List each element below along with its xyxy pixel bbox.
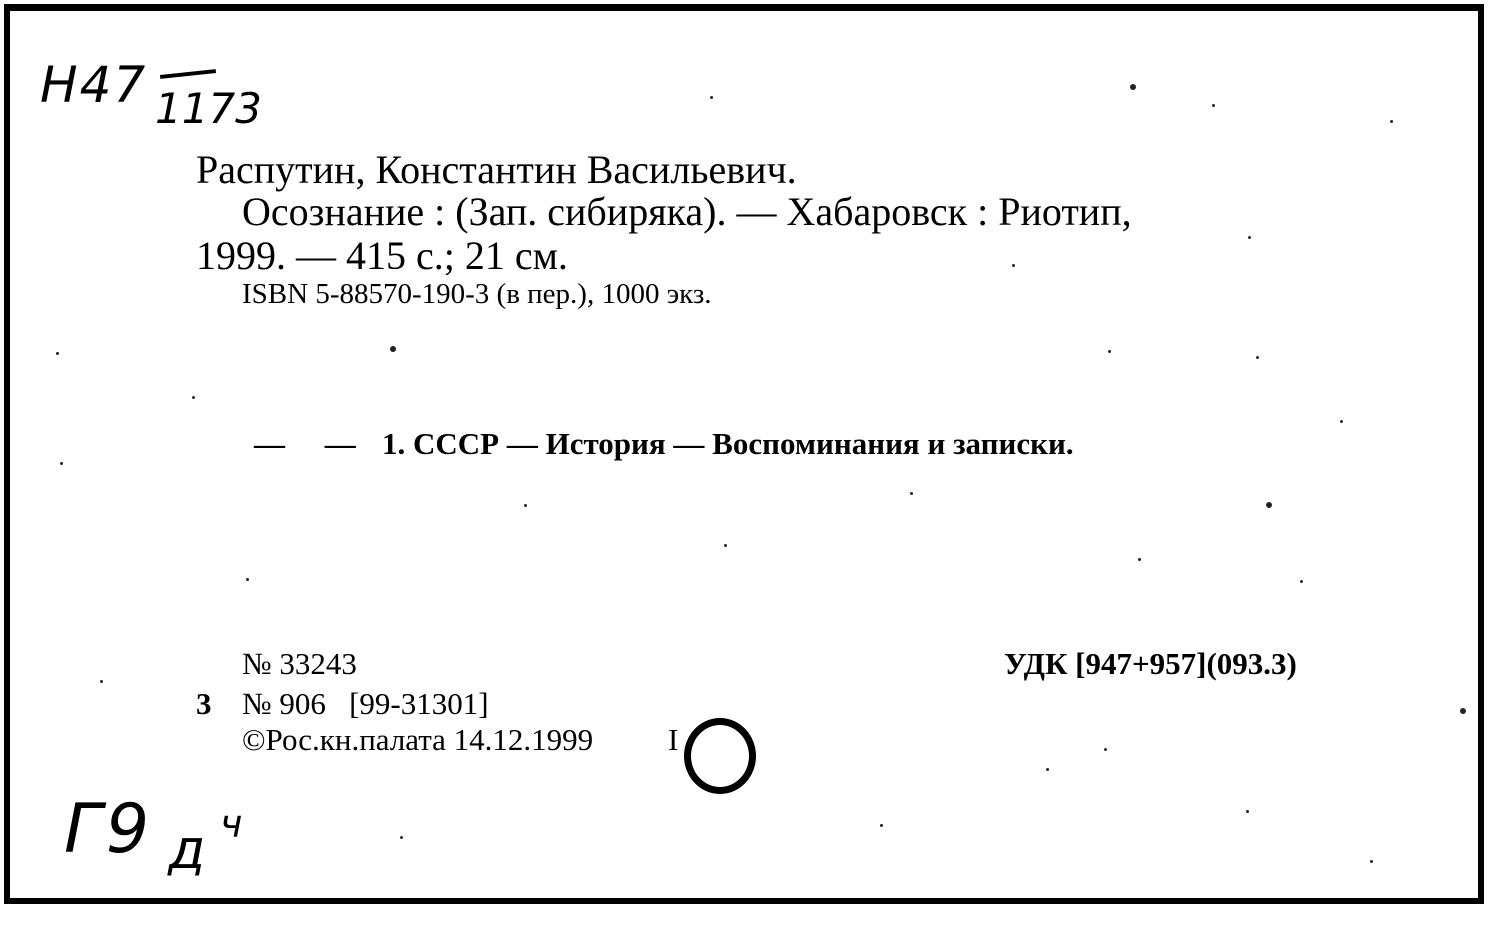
scan-speck <box>1046 768 1049 771</box>
scan-speck <box>724 544 727 547</box>
scan-speck <box>1104 748 1107 751</box>
scan-speck <box>60 462 63 465</box>
title-line: Осознание : (Зап. сибиряка). — Хабаровск : Риотип, <box>242 189 1132 234</box>
scan-speck <box>1212 104 1215 107</box>
scan-speck <box>1340 420 1343 423</box>
subject-dashes: — — <box>254 426 372 461</box>
scan-speck <box>400 836 403 839</box>
isbn-line: ISBN 5-88570-190-3 (в пер.), 1000 экз. <box>242 278 712 310</box>
copyright-line: ©Рос.кн.палата 14.12.1999 <box>242 722 594 757</box>
scan-speck <box>1138 558 1141 561</box>
scan-speck <box>1300 580 1303 583</box>
udk-code: УДК [947+957](093.3) <box>1004 646 1297 681</box>
scan-speck <box>1012 264 1015 267</box>
handwritten-bottom-code: Г9 <box>64 790 154 869</box>
scan-speck <box>710 96 713 99</box>
scan-speck <box>1130 84 1136 90</box>
hand-drawn-circle <box>684 718 756 794</box>
scan-speck <box>1266 502 1272 508</box>
scan-speck <box>56 352 59 355</box>
handwritten-fraction-number: 1173 <box>155 84 262 133</box>
copyright-tail-mark: I <box>668 722 679 757</box>
scan-speck <box>192 396 195 399</box>
scan-speck <box>246 578 249 581</box>
record-number: № 33243 <box>242 646 357 681</box>
scan-speck <box>100 680 103 683</box>
scan-speck <box>1390 120 1393 123</box>
handwritten-shelf-code: Н47 <box>40 56 148 114</box>
scan-speck <box>1370 860 1373 863</box>
scan-speck <box>1108 350 1111 353</box>
subject-headings: 1. СССР — История — Воспоминания и записки. <box>382 426 1074 461</box>
handwritten-bottom-suffix: д <box>168 818 206 881</box>
scan-speck <box>910 492 913 495</box>
card-prefix: 3 <box>196 686 212 721</box>
record-number-2: № 906 [99-31301] <box>242 686 489 721</box>
scan-speck <box>1246 810 1249 813</box>
handwritten-bottom-small: ч <box>220 802 243 846</box>
scan-speck <box>1460 708 1466 714</box>
publication-line: 1999. — 415 с.; 21 см. <box>196 233 568 278</box>
scan-speck <box>390 346 396 352</box>
scan-speck <box>524 504 527 507</box>
scan-speck <box>1256 356 1259 359</box>
scan-speck <box>1248 236 1251 239</box>
author-heading: Распутин, Константин Васильевич. <box>196 147 797 192</box>
scan-speck <box>880 824 883 827</box>
